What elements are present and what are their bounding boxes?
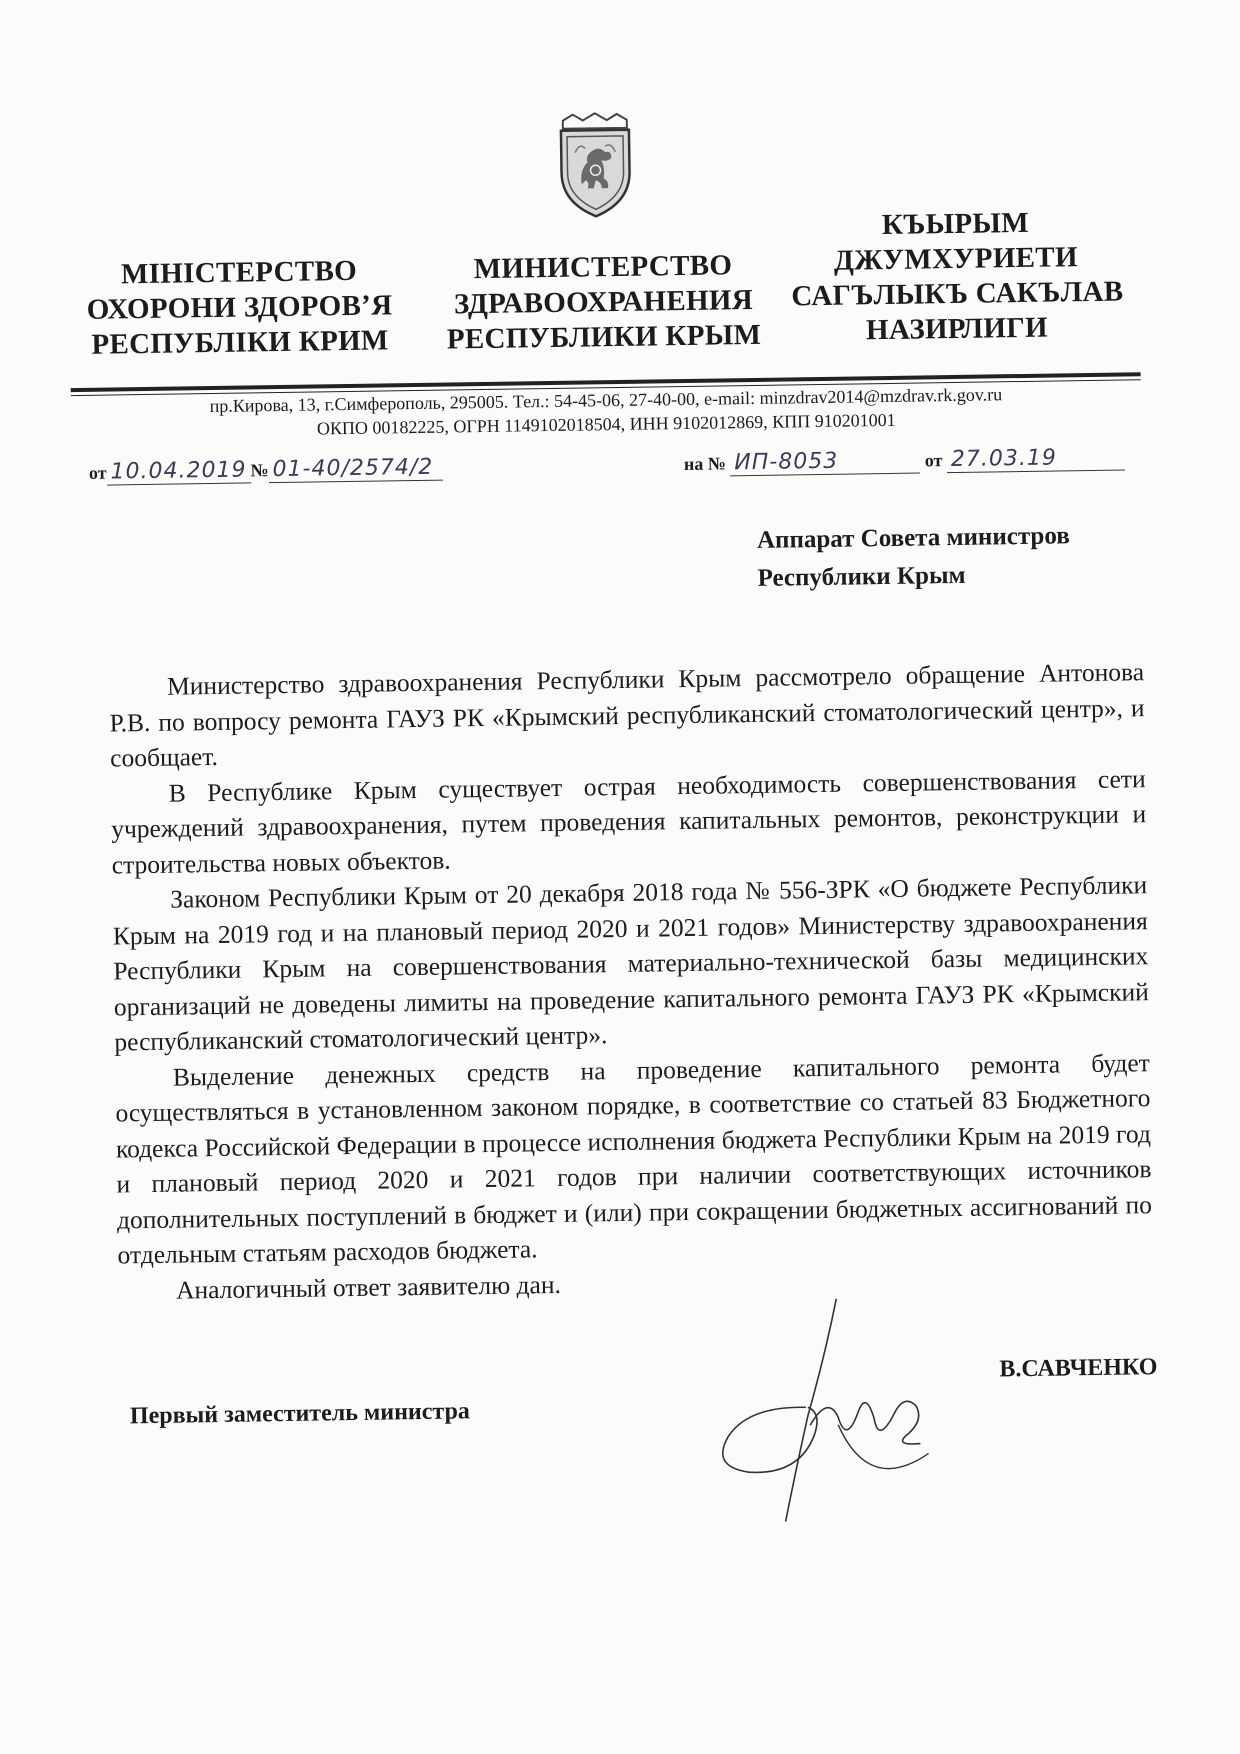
reply-number: ИП-8053 bbox=[730, 448, 920, 477]
addressee bbox=[757, 517, 1071, 598]
org-name-ukrainian bbox=[69, 253, 411, 363]
org-ru-line-3: РЕСПУБЛИКИ КРЫМ bbox=[446, 318, 762, 356]
reply-number-label: на № bbox=[683, 453, 726, 475]
org-ct-line-3: САГЪЛЫКЪ САКЪЛАВ bbox=[791, 275, 1124, 313]
org-ru-line-1: МИНИСТЕРСТВО bbox=[473, 249, 733, 286]
addressee-line-1: Аппарат Совета министров bbox=[756, 522, 1070, 554]
addressee-line-2: Республики Крым bbox=[757, 561, 966, 592]
org-name-crimean-tatar bbox=[790, 205, 1122, 350]
outgoing-number: 01-40/2574/2 bbox=[268, 455, 442, 484]
org-ua-line-2: ОХОРОНИ ЗДОРОВ’Я bbox=[86, 289, 393, 326]
letter-body bbox=[109, 654, 1153, 1308]
contact-registration-line: ОКПО 00182225, ОГРН 1149102018504, ИНН 9102012869, КПП 910201001 bbox=[316, 409, 896, 439]
date-label: от bbox=[88, 462, 107, 483]
signatory-name: В.САВЧЕНКО bbox=[999, 1354, 1158, 1383]
org-ua-line-3: РЕСПУБЛІКИ КРИМ bbox=[91, 324, 389, 361]
body-paragraph: Министерство здравоохранения Республики Крым рассмотрело обращение Антонова Р.В. по вопросу ремонта ГАУЗ РК «Крымский республиканский стоматологический центр», и сообщает. bbox=[109, 657, 1145, 773]
body-paragraph: Законом Республики Крым от 20 декабря 2018 года № 556-ЗРК «О бюджете Республики Крым на 2019 год и на плановый период 2020 и 2021 годов» Министерству здравоохранения Республики Крым на совершенствования материально-технической базы медицинских организаций не доведены лимиты на проведение капитального ремонта ГАУЗ РК «Крымский республиканский стоматологический центр». bbox=[112, 870, 1149, 1057]
body-paragraph: Выделение денежных средств на проведение капитального ремонта будет осуществляться в установленном законом порядке, в соответствие со статьей 83 Бюджетного кодекса Российской Федерации в процессе исполнения бюджета Республики Крым на 2019 год и плановый период 2020 и 2021 годов при наличии соответствующих источников дополнительных поступлений в бюджет и (или) при сокращении бюджетных ассигнований по отдельным статьям расходов бюджета. bbox=[115, 1047, 1153, 1270]
contact-address-line: пр.Кирова, 13, г.Симферополь, 295005. Тел.: 54-45-06, 27-40-00, e-mail: minzdrav2014@mzdrav.rk.gov.ru bbox=[209, 384, 1003, 417]
number-label: № bbox=[250, 460, 269, 481]
org-ua-line-1: МІНІСТЕРСТВО bbox=[120, 254, 358, 291]
reply-date: 27.03.19 bbox=[947, 444, 1125, 473]
org-ct-line-2: ДЖУМХУРИЕТИ bbox=[833, 241, 1079, 277]
org-ct-line-4: НАЗИРЛИГИ bbox=[865, 311, 1049, 347]
org-ru-line-2: ЗДРАВООХРАНЕНИЯ bbox=[453, 283, 754, 321]
org-ct-line-1: КЪЫРЫМ bbox=[881, 206, 1030, 242]
outgoing-reference bbox=[89, 455, 443, 486]
contact-details bbox=[71, 380, 1142, 444]
signatory-title: Первый заместитель министра bbox=[129, 1398, 471, 1430]
body-paragraph: В Республике Крым существует острая необходимость совершенствования сети учреждений здравоохранения, путем проведения капитальных ремонтов, реконструкции и строительства новых объектов. bbox=[111, 763, 1147, 880]
body-paragraph: Аналогичный ответ заявителю дан. bbox=[175, 1269, 562, 1305]
crimea-coat-of-arms-icon bbox=[555, 112, 637, 219]
handwritten-signature-icon bbox=[686, 1293, 989, 1527]
reply-date-label: от bbox=[924, 450, 943, 471]
incoming-reference bbox=[684, 444, 1125, 477]
outgoing-date: 10.04.2019 bbox=[106, 457, 250, 485]
org-name-russian bbox=[423, 248, 785, 358]
